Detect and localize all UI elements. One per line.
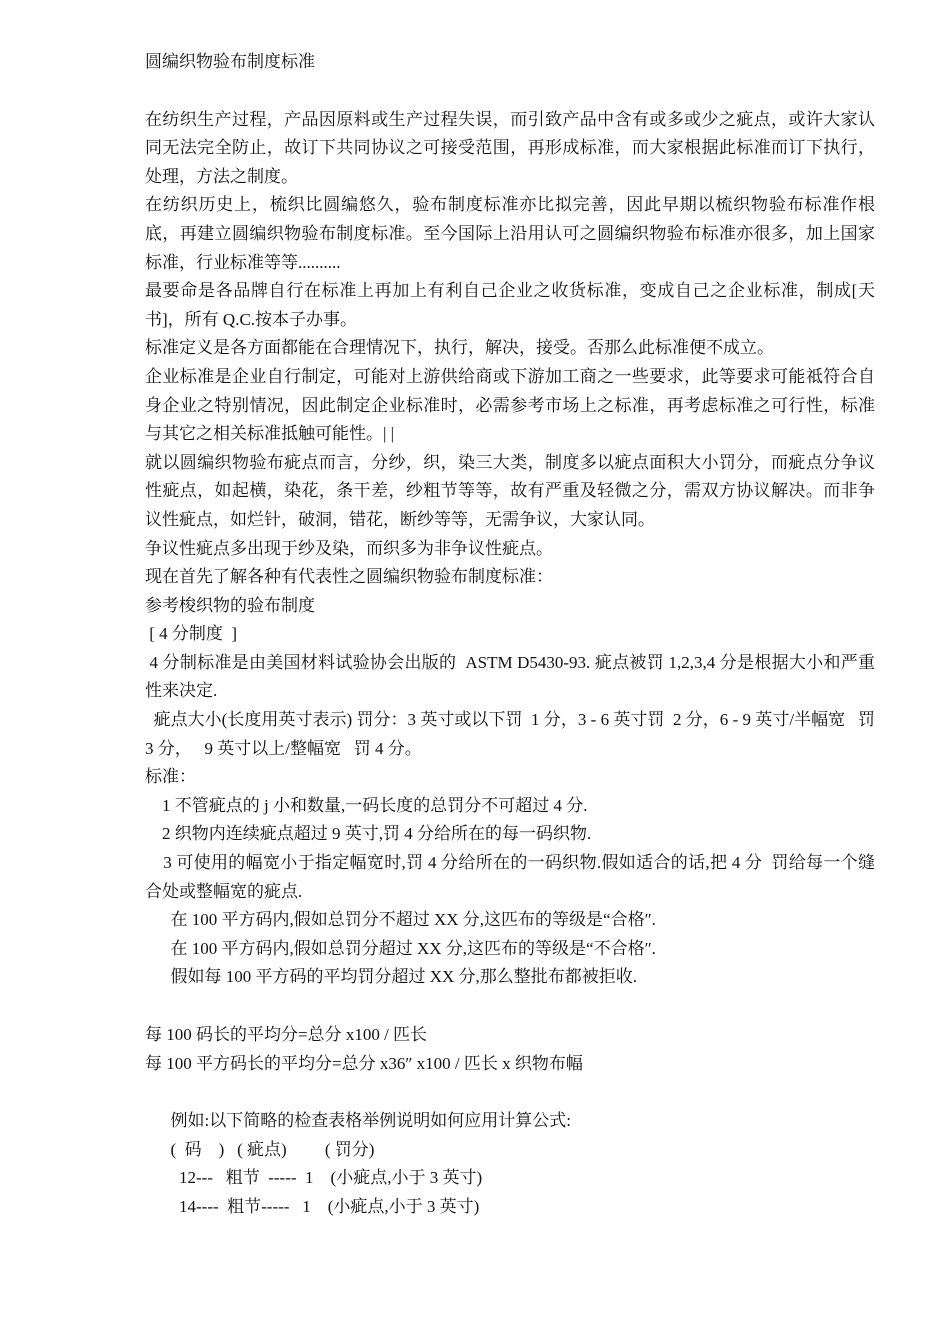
section-paragraph-2: 疵点大小(长度用英寸表示) 罚分：3 英寸或以下罚 1 分，3 - 6 英寸罚 2 分，6 - 9 英寸/半幅宽 罚 3 分， 9 英寸以上/整幅宽 罚 4 分。 [145, 710, 884, 758]
document-title: 圆编织物验布制度标准 [145, 52, 315, 71]
standard-label: 标准： [145, 767, 196, 787]
intro-paragraph-4: 标准定义是各方面都能在合理情况下，执行，解决，接受。否那么此标准便不成立。 [145, 338, 774, 358]
document-body [145, 48, 884, 1222]
formula-1: 每 100 码长的平均分=总分 x100 / 匹长 [145, 1025, 428, 1044]
intro-paragraph-3: 最要命是各品牌自行在标准上再加上有利自己企业之收货标准，变成自己之企业标准，制成[天书]，所有 Q.C.按本子办事。 [145, 281, 875, 329]
intro-paragraph-2: 在纺织历史上，梳织比圆编悠久，验布制度标准亦比拟完善，因此早期以梳织物验布标准作根底，再建立圆编织物验布制度标准。至今国际上沿用认可之圆编织物验布标准亦很多，加上国家标准，行业标准等等.......... [145, 195, 875, 272]
spacer [145, 77, 875, 106]
grading-2: 在 100 平方码内,假如总罚分超过 XX 分,这匹布的等级是“不合格″. [145, 938, 656, 958]
rule-1: 1 不管疵点的 j 小和数量,一码长度的总罚分不可超过 4 分. [145, 795, 588, 815]
intro-paragraph-7: 争议性疵点多出现于纱及染，而织多为非争议性疵点。 [145, 538, 553, 558]
grading-1: 在 100 平方码内,假如总罚分不超过 XX 分,这匹布的等级是“合格″. [145, 910, 656, 930]
rule-2: 2 织物内连续疵点超过 9 英寸,罚 4 分给所在的每一码织物. [145, 824, 592, 844]
section-header: [ 4 分制度 ] [145, 624, 238, 644]
intro-paragraph-9: 参考梭织物的验布制度 [145, 595, 315, 615]
table-row: 12--- 粗节 ----- 1 (小疵点,小于 3 英寸) [145, 1168, 483, 1188]
table-header: ( 码 ) ( 疵点) ( 罚分) [145, 1139, 375, 1159]
intro-paragraph-1: 在纺织生产过程，产品因原料或生产过程失误，而引致产品中含有或多或少之疵点，或许大家认同无法完全防止，故订下共同协议之可接受范围，再形成标准，而大家根据此标准而订下执行，处理，方法之制度。 [145, 109, 875, 186]
spacer [145, 992, 875, 1021]
intro-paragraph-8: 现在首先了解各种有代表性之圆编织物验布制度标准： [145, 567, 553, 587]
grading-3: 假如每 100 平方码的平均罚分超过 XX 分,那么整批布都被拒收. [145, 967, 638, 987]
spacer [145, 1078, 875, 1107]
rule-3: 3 可使用的幅宽小于指定幅宽时,罚 4 分给所在的一码织物.假如适合的话,把 4 分 罚给每一个缝合处或整幅宽的疵点. [145, 853, 875, 901]
formula-2: 每 100 平方码长的平均分=总分 x36″ x100 / 匹长 x 织物布幅 [145, 1053, 583, 1073]
table-row: 14---- 粗节----- 1 (小疵点,小于 3 英寸) [145, 1196, 480, 1216]
intro-paragraph-6: 就以圆编织物验布疵点而言，分纱，织，染三大类，制度多以疵点面积大小罚分，而疵点分争议性疵点，如起横，染花，条干差，纱粗节等等，故有严重及轻微之分，需双方协议解决。而非争议性疵点，如烂针，破洞，错花，断纱等等，无需争议，大家认同。 [145, 452, 875, 529]
intro-paragraph-5: 企业标准是企业自行制定，可能对上游供给商或下游加工商之一些要求，此等要求可能祗符合自身企业之特别情况，因此制定企业标准时，必需参考市场上之标准，再考虑标准之可行性，标准与其它之相关标准抵触可能性。| | [145, 366, 875, 444]
example-intro: 例如:以下简略的检查表格举例说明如何应用计算公式: [145, 1111, 571, 1131]
section-paragraph-1: 4 分制标准是由美国材料试验协会出版的 ASTM D5430-93. 疵点被罚 1,2,3,4 分是根据大小和严重性来决定. [145, 652, 875, 701]
